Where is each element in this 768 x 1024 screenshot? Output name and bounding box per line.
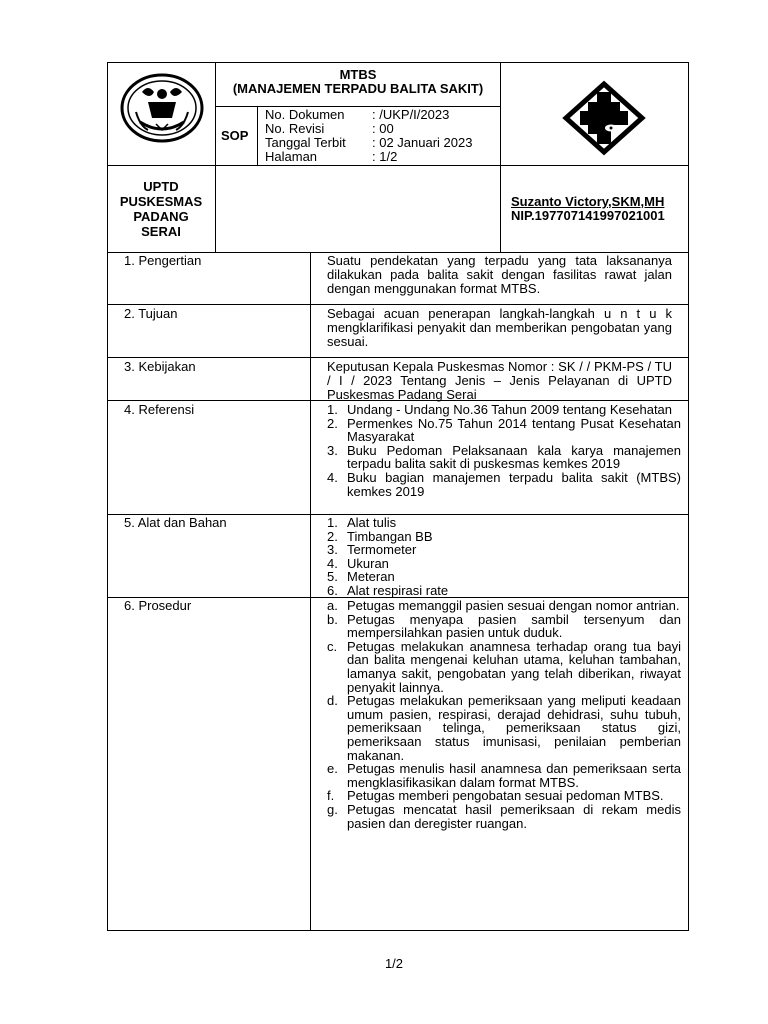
list-marker: 4. [327, 555, 338, 571]
section-text-kebijakan: Keputusan Kepala Puskesmas Nomor : SK / / PKM-PS / TU / I / 2023 Tentang Jenis – Jenis Pelayanan di UPTD Puskesmas Padang Serai [327, 359, 672, 402]
list-text: Petugas mencatat hasil pemeriksaan di rekam medis pasien dan deregister ruangan. [347, 801, 681, 831]
regional-emblem-logo [118, 72, 206, 144]
list-item [327, 762, 681, 789]
list-text: Buku Pedoman Pelaksanaan kala karya manajemen terpadu balita sakit di puskesmas kemkes 2019 [347, 442, 681, 472]
list-marker: g. [327, 801, 338, 817]
doc-number-label: No. Dokumen [265, 107, 345, 122]
page-number: 1/2 [384, 956, 404, 971]
list-text: Ukuran [347, 555, 389, 571]
list-marker: b. [327, 611, 338, 627]
list-text: Petugas memberi pengobatan sesuai pedoman MTBS. [347, 788, 664, 804]
list-text: Petugas menulis hasil anamnesa dan pemeriksaan serta mengklasifikasikan dalam format MTBS. [347, 761, 681, 790]
list-item [327, 403, 681, 417]
list-item [327, 557, 681, 571]
list-item [327, 543, 681, 557]
list-marker: 4. [327, 469, 338, 485]
list-item [327, 803, 681, 830]
divider [257, 106, 258, 166]
page-label: Halaman [265, 149, 318, 164]
list-marker: c. [327, 638, 338, 654]
list-marker: a. [327, 598, 338, 613]
prosedur-list [327, 599, 681, 830]
list-marker: 6. [327, 582, 338, 598]
puskesmas-logo [558, 78, 650, 156]
list-marker: 5. [327, 569, 338, 585]
divider [107, 304, 689, 305]
list-marker: 2. [327, 528, 338, 544]
list-text: Buku bagian manajemen terpadu balita sakit (MTBS) kemkes 2019 [347, 469, 681, 499]
section-label-prosedur: 6. Prosedur [124, 598, 192, 613]
list-marker: e. [327, 761, 338, 777]
divider [107, 165, 689, 166]
list-text: Alat respirasi rate [347, 582, 449, 598]
section-text-pengertian: Suatu pendekatan yang terpadu yang tata laksananya dilakukan pada balita sakit dengan fasilitas rawat jalan dengan menggunakan format MTBS. [327, 253, 672, 296]
list-marker: 1. [327, 515, 338, 530]
list-item [327, 599, 681, 613]
referensi-list [327, 403, 681, 498]
table-border-bottom [107, 930, 689, 931]
doc-number-value: : /UKP/I/2023 [372, 107, 450, 122]
list-text: Petugas melakukan anamnesa terhadap orang tua bayi dan balita mengenai keluhan utama, keluhan tambahan, lamanya sakit, pengobatan yang telah diberikan, riwayat penyakit lainnya. [347, 638, 681, 695]
list-marker: d. [327, 693, 338, 709]
organization-name-line: PADANG [133, 209, 189, 224]
list-text: Petugas melakukan pemeriksaan yang meliputi keadaan umum pasien, respirasi, derajad dehidrasi, suhu tubuh, pemeriksaan telinga, pemeriksaan status gizi, pemeriksaan status imunisasi, penilaian pemberian makanan. [347, 693, 681, 763]
list-marker: 1. [327, 402, 338, 417]
list-marker: f. [327, 788, 335, 804]
list-text: Petugas memanggil pasien sesuai dengan nomor antrian. [347, 598, 680, 613]
revision-label: No. Revisi [265, 121, 325, 136]
sop-label: SOP [221, 128, 249, 143]
issue-date-label: Tanggal Terbit [265, 135, 346, 150]
organization-name-line: PUSKESMAS [119, 194, 203, 209]
alat-bahan-list [327, 516, 681, 598]
list-item [327, 694, 681, 762]
list-item [327, 417, 681, 444]
list-text: Termometer [347, 542, 417, 558]
list-item [327, 613, 681, 640]
section-label-alat-bahan: 5. Alat dan Bahan [124, 515, 227, 530]
revision-value: : 00 [372, 121, 394, 136]
signer-name: Suzanto Victory,SKM,MH [511, 194, 665, 209]
section-label-kebijakan: 3. Kebijakan [124, 359, 196, 374]
list-item [327, 444, 681, 471]
list-item [327, 789, 681, 803]
document-subtitle: (MANAJEMEN TERPADU BALITA SAKIT) [232, 81, 484, 96]
list-text: Timbangan BB [347, 528, 433, 544]
divider [107, 357, 689, 358]
table-border-right [688, 62, 689, 931]
document-title: MTBS [339, 67, 377, 82]
section-label-pengertian: 1. Pengertian [124, 253, 202, 268]
list-item [327, 584, 681, 598]
table-border-top [107, 62, 689, 63]
organization-name-line: UPTD [143, 179, 179, 194]
section-label-referensi: 4. Referensi [124, 402, 195, 417]
list-text: Petugas menyapa pasien sambil tersenyum dan mempersilahkan pasien untuk duduk. [347, 611, 681, 641]
list-marker: 3. [327, 542, 338, 558]
list-item [327, 530, 681, 544]
organization-name-line: SERAI [141, 224, 181, 239]
divider [215, 106, 501, 107]
list-item [327, 516, 681, 530]
list-marker: 2. [327, 415, 338, 431]
list-item [327, 640, 681, 694]
list-item [327, 570, 681, 584]
section-text-tujuan: Sebagai acuan penerapan langkah-langkah u n t u k mengklarifikasi penyakit dan memberikan pengobatan yang sesuai. [327, 306, 672, 349]
list-text: Meteran [347, 569, 395, 585]
list-item [327, 471, 681, 498]
list-text: Undang - Undang No.36 Tahun 2009 tentang Kesehatan [347, 402, 673, 417]
page-value: : 1/2 [372, 149, 398, 164]
list-text: Permenkes No.75 Tahun 2014 tentang Pusat Kesehatan Masyarakat [347, 415, 681, 445]
signer-nip: NIP.197707141997021001 [511, 208, 665, 223]
issue-date-value: : 02 Januari 2023 [372, 135, 473, 150]
list-marker: 3. [327, 442, 338, 458]
divider [310, 252, 311, 931]
section-label-tujuan: 2. Tujuan [124, 306, 178, 321]
list-text: Alat tulis [347, 515, 397, 530]
